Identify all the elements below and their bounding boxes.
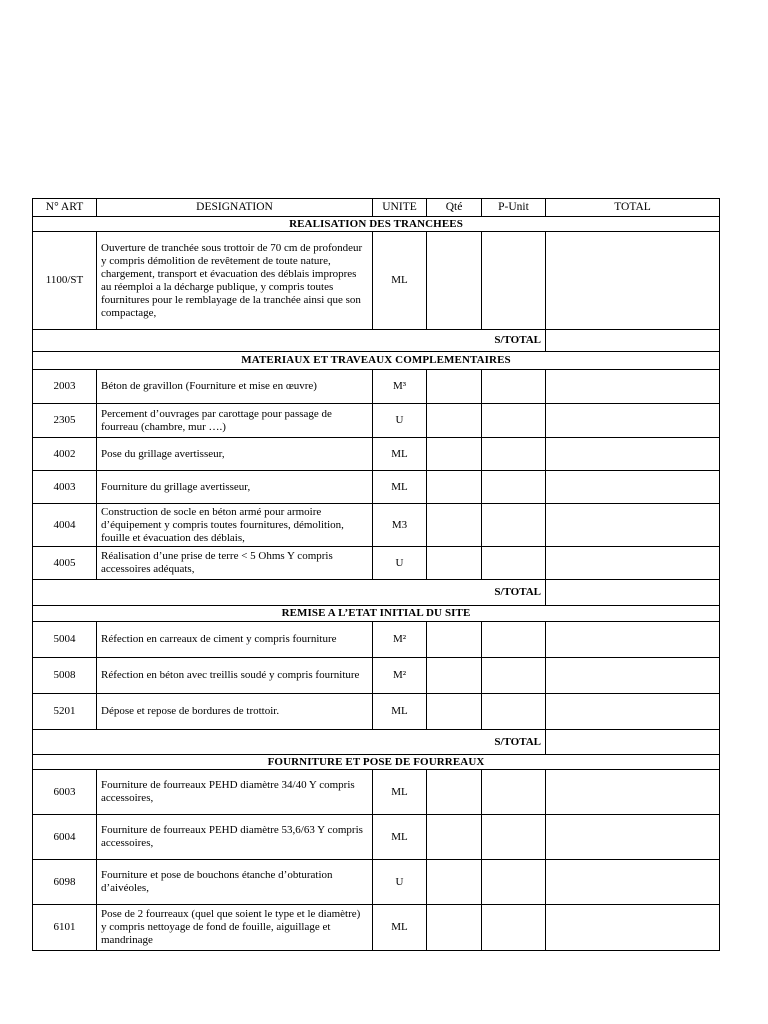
- total-cell: [546, 504, 720, 547]
- unit-cell: U: [373, 547, 427, 580]
- designation-cell: Béton de gravillon (Fourniture et mise en œuvre): [97, 370, 373, 404]
- unit-price-cell: [482, 504, 546, 547]
- total-cell: [546, 471, 720, 504]
- total-cell: [546, 905, 720, 951]
- subtotal-value: [546, 330, 720, 352]
- total-cell: [546, 815, 720, 860]
- designation-cell: Réfection en carreaux de ciment y compris fourniture: [97, 622, 373, 658]
- qty-cell: [427, 658, 482, 694]
- unit-cell: M3: [373, 504, 427, 547]
- art-cell: 5008: [33, 658, 97, 694]
- art-cell: 2003: [33, 370, 97, 404]
- table-row: [33, 694, 720, 730]
- designation-cell: Construction de socle en béton armé pour armoire d’équipement y compris toutes fournitures, démolition, fouille et évacuation des déblais,: [97, 504, 373, 547]
- total-cell: [546, 547, 720, 580]
- table-row: [33, 404, 720, 438]
- table-row: [33, 815, 720, 860]
- unit-cell: ML: [373, 815, 427, 860]
- unit-cell: U: [373, 404, 427, 438]
- art-cell: 5004: [33, 622, 97, 658]
- col-header-unite: UNITE: [373, 199, 427, 217]
- unit-price-cell: [482, 905, 546, 951]
- unit-price-cell: [482, 438, 546, 471]
- designation-cell: Réfection en béton avec treillis soudé y compris fourniture: [97, 658, 373, 694]
- unit-price-cell: [482, 471, 546, 504]
- col-header-total: TOTAL: [546, 199, 720, 217]
- col-header-punit: P-Unit: [482, 199, 546, 217]
- table-row: [33, 504, 720, 547]
- art-cell: 6098: [33, 860, 97, 905]
- designation-cell: Réalisation d’une prise de terre < 5 Ohms Y compris accessoires adéquats,: [97, 547, 373, 580]
- art-cell: 6004: [33, 815, 97, 860]
- qty-cell: [427, 471, 482, 504]
- total-cell: [546, 658, 720, 694]
- designation-cell: Fourniture de fourreaux PEHD diamètre 34/40 Y compris accessoires,: [97, 770, 373, 815]
- designation-cell: Fourniture de fourreaux PEHD diamètre 53,6/63 Y compris accessoires,: [97, 815, 373, 860]
- qty-cell: [427, 404, 482, 438]
- section-title-row: [33, 352, 720, 370]
- qty-cell: [427, 438, 482, 471]
- unit-cell: ML: [373, 770, 427, 815]
- total-cell: [546, 770, 720, 815]
- unit-price-cell: [482, 658, 546, 694]
- unit-price-cell: [482, 370, 546, 404]
- unit-price-cell: [482, 232, 546, 330]
- unit-cell: ML: [373, 694, 427, 730]
- unit-cell: ML: [373, 471, 427, 504]
- art-cell: 4004: [33, 504, 97, 547]
- section-title-row: [33, 755, 720, 770]
- qty-cell: [427, 815, 482, 860]
- unit-price-cell: [482, 770, 546, 815]
- header-row: [33, 199, 720, 217]
- designation-cell: Ouverture de tranchée sous trottoir de 70 cm de profondeur y compris démolition de revêtement de toute nature, chargement, transport et évacuation des déblais impropres au réemploi a la décharge publique, y compris toutes fournitures pour le remblayage de la tranchée ainsi que son compactage,: [97, 232, 373, 330]
- unit-price-cell: [482, 622, 546, 658]
- designation-cell: Fourniture et pose de bouchons étanche d’obturation d’aivéoles,: [97, 860, 373, 905]
- qty-cell: [427, 905, 482, 951]
- table-row: [33, 658, 720, 694]
- section-title: FOURNITURE ET POSE DE FOURREAUX: [33, 755, 720, 770]
- unit-cell: ML: [373, 232, 427, 330]
- designation-cell: Pose du grillage avertisseur,: [97, 438, 373, 471]
- designation-cell: Pose de 2 fourreaux (quel que soient le type et le diamètre) y compris nettoyage de fond de fouille, aiguillage et mandrinage: [97, 905, 373, 951]
- subtotal-row: [33, 730, 720, 755]
- table-row: [33, 770, 720, 815]
- section-title-row: [33, 217, 720, 232]
- unit-price-cell: [482, 815, 546, 860]
- table-row: [33, 547, 720, 580]
- subtotal-row: [33, 580, 720, 606]
- table-row: [33, 232, 720, 330]
- unit-cell: ML: [373, 438, 427, 471]
- art-cell: 2305: [33, 404, 97, 438]
- art-cell: 6101: [33, 905, 97, 951]
- art-cell: 5201: [33, 694, 97, 730]
- subtotal-value: [546, 730, 720, 755]
- subtotal-value: [546, 580, 720, 606]
- col-header-qte: Qté: [427, 199, 482, 217]
- art-cell: 6003: [33, 770, 97, 815]
- art-cell: 4005: [33, 547, 97, 580]
- total-cell: [546, 694, 720, 730]
- table-row: [33, 471, 720, 504]
- designation-cell: Fourniture du grillage avertisseur,: [97, 471, 373, 504]
- table-row: [33, 860, 720, 905]
- unit-cell: M²: [373, 622, 427, 658]
- qty-cell: [427, 770, 482, 815]
- total-cell: [546, 370, 720, 404]
- table-row: [33, 622, 720, 658]
- total-cell: [546, 404, 720, 438]
- unit-price-cell: [482, 860, 546, 905]
- unit-price-cell: [482, 694, 546, 730]
- total-cell: [546, 860, 720, 905]
- subtotal-label: S/TOTAL: [33, 330, 546, 352]
- total-cell: [546, 622, 720, 658]
- table-row: [33, 370, 720, 404]
- qty-cell: [427, 504, 482, 547]
- qty-cell: [427, 622, 482, 658]
- designation-cell: Percement d’ouvrages par carottage pour passage de fourreau (chambre, mur ….): [97, 404, 373, 438]
- subtotal-label: S/TOTAL: [33, 580, 546, 606]
- qty-cell: [427, 370, 482, 404]
- designation-cell: Dépose et repose de bordures de trottoir.: [97, 694, 373, 730]
- unit-cell: M³: [373, 370, 427, 404]
- section-title-row: [33, 606, 720, 622]
- total-cell: [546, 232, 720, 330]
- unit-cell: M²: [373, 658, 427, 694]
- qty-cell: [427, 232, 482, 330]
- section-title: MATERIAUX ET TRAVEAUX COMPLEMENTAIRES: [33, 352, 720, 370]
- art-cell: 4002: [33, 438, 97, 471]
- price-schedule-table: [32, 198, 720, 951]
- art-cell: 1100/ST: [33, 232, 97, 330]
- unit-price-cell: [482, 547, 546, 580]
- col-header-designation: DESIGNATION: [97, 199, 373, 217]
- section-title: REMISE A L’ETAT INITIAL DU SITE: [33, 606, 720, 622]
- unit-cell: ML: [373, 905, 427, 951]
- subtotal-row: [33, 330, 720, 352]
- col-header-art: N° ART: [33, 199, 97, 217]
- subtotal-label: S/TOTAL: [33, 730, 546, 755]
- table-row: [33, 905, 720, 951]
- qty-cell: [427, 694, 482, 730]
- total-cell: [546, 438, 720, 471]
- qty-cell: [427, 547, 482, 580]
- qty-cell: [427, 860, 482, 905]
- section-title: REALISATION DES TRANCHEES: [33, 217, 720, 232]
- unit-cell: U: [373, 860, 427, 905]
- unit-price-cell: [482, 404, 546, 438]
- art-cell: 4003: [33, 471, 97, 504]
- table-row: [33, 438, 720, 471]
